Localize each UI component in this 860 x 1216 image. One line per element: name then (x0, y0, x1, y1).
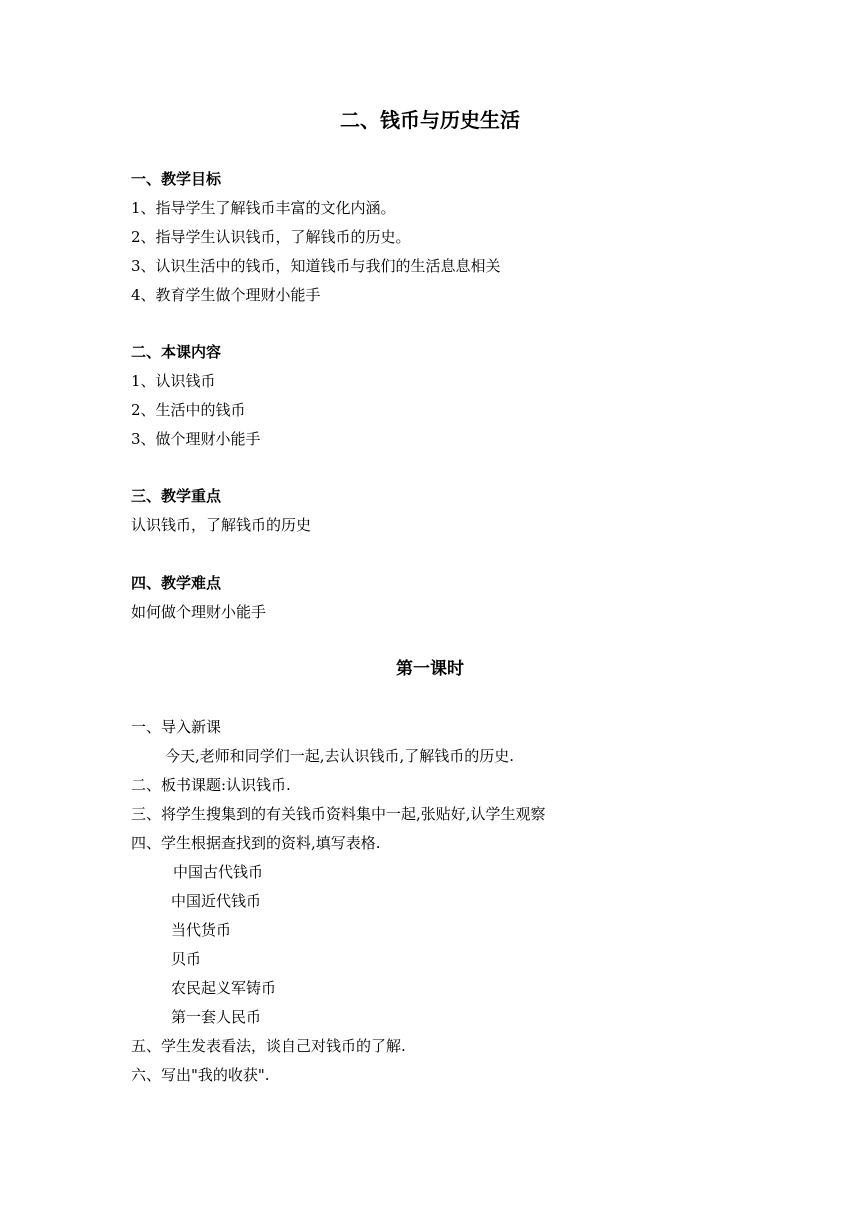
lesson-step: 三、将学生搜集到的有关钱币资料集中一起,张贴好,认学生观察 (131, 805, 546, 823)
table-item: 中国近代钱币 (171, 892, 262, 910)
table-item: 农民起义军铸币 (171, 979, 277, 997)
table-item: 第一套人民币 (171, 1008, 262, 1026)
content-heading: 二、本课内容 (131, 343, 222, 361)
lesson-step: 五、学生发表看法，谈自己对钱币的了解. (131, 1037, 406, 1055)
table-item: 当代货币 (171, 921, 232, 939)
lesson-title: 第一课时 (396, 659, 464, 679)
lesson-step: 一、导入新课 (131, 718, 222, 736)
table-item: 贝币 (171, 950, 202, 968)
key-point-text: 认识钱币，了解钱币的历史 (131, 516, 312, 534)
lesson-step: 二、板书课题:认识钱币. (131, 776, 291, 794)
lesson-step-detail: 今天,老师和同学们一起,去认识钱币,了解钱币的历史. (165, 747, 515, 765)
goal-item: 4、教育学生做个理财小能手 (131, 286, 321, 304)
content-item: 1、认识钱币 (131, 372, 216, 390)
lesson-step: 四、学生根据查找到的资料,填写表格. (131, 834, 381, 852)
goal-item: 3、认识生活中的钱币，知道钱币与我们的生活息息相关 (131, 257, 501, 275)
goals-heading: 一、教学目标 (131, 170, 222, 188)
goal-item: 2、指导学生认识钱币，了解钱币的历史。 (131, 228, 411, 246)
lesson-step: 六、写出"我的收获". (131, 1066, 270, 1084)
goal-item: 1、指导学生了解钱币丰富的文化内涵。 (131, 199, 396, 217)
content-item: 2、生活中的钱币 (131, 401, 246, 419)
key-point-heading: 三、教学重点 (131, 487, 222, 505)
document-title: 二、钱币与历史生活 (340, 108, 520, 132)
table-item: 中国古代钱币 (173, 863, 264, 881)
content-item: 3、做个理财小能手 (131, 430, 261, 448)
difficulty-heading: 四、教学难点 (131, 574, 222, 592)
difficulty-text: 如何做个理财小能手 (131, 603, 267, 621)
